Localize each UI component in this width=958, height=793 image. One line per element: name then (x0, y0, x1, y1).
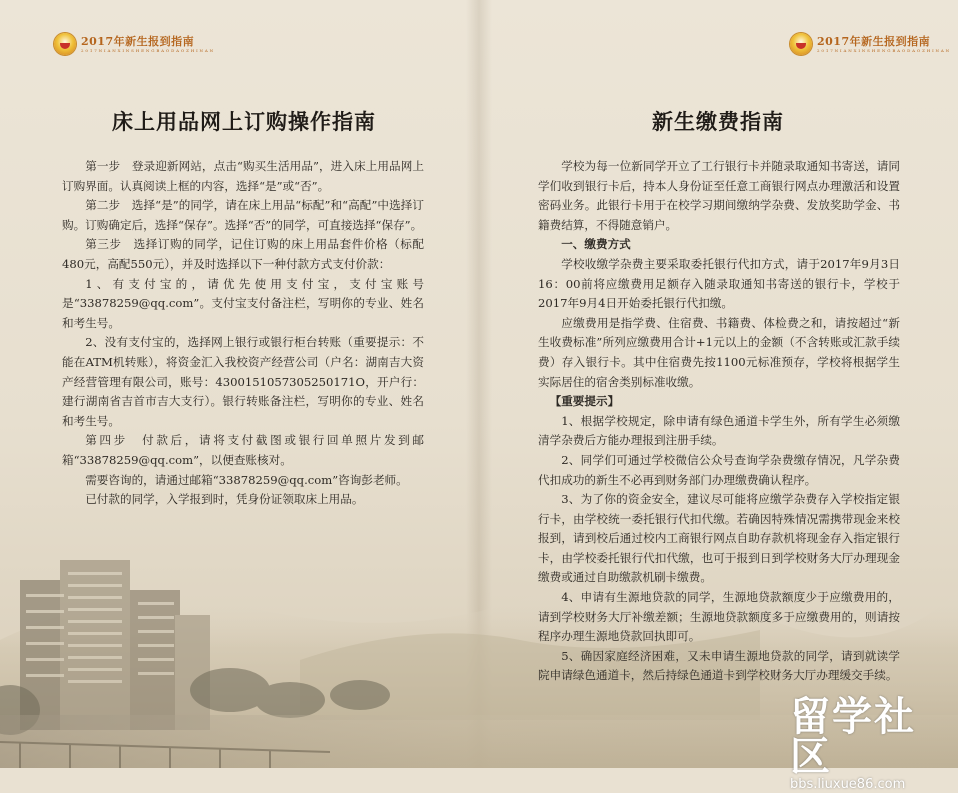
bedding-guide-body (62, 157, 424, 510)
note-item: 4、申请有生源地贷款的同学，生源地贷款额度少于应缴费用的，请到学校财务大厅补缴差额；生源地贷款额度多于应缴费用的，则请按程序办理生源地贷款回执即可。 (538, 590, 900, 644)
alipay-option-paragraph: 1、有支付宝的，请优先使用支付宝，支付宝账号是“33878259@qq.com”。支付宝支付备注栏，写明你的专业、姓名和考生号。 (62, 276, 424, 330)
logo-subtitle: 2 0 1 7 N I A N X I N S H E N G B A O D A O Z H I N A N (817, 47, 950, 53)
intro-paragraph: 学校为每一位新同学开立了工行银行卡并随录取通知书寄送，请同学们收到银行卡后，持本人身份证至任意工商银行网点办理激活和设置密码业务。此银行卡用于在校学习期间缴纳学杂费、发放奖助学金、书籍费结算，不得随意销户。 (538, 159, 900, 232)
school-emblem-icon (790, 33, 812, 55)
payment-method-heading: 一、缴费方式 (561, 237, 631, 252)
watermark-url: bbs.liuxue86.com (790, 777, 906, 792)
logo-subtitle: 2 0 1 7 N I A N X I N S H E N G B A O D A O Z H I N A N (81, 47, 214, 53)
note-item: 3、为了你的资金安全，建议尽可能将应缴学杂费存入学校指定银行卡，由学校统一委托银行代扣代缴。若确因特殊情况需携带现金来校报到，请到校后通过校内工商银行网点自助存款机将现金存入指定银行卡，由学校委托银行代扣代缴，也可于报到日到学校财务大厅办理现金缴费或通过自助缴款机刷卡缴费。 (538, 492, 900, 585)
logo-title: 2017年新生报到指南 (81, 34, 195, 48)
header-logo-left (54, 30, 213, 58)
bedding-guide-title: 床上用品网上订购操作指南 (112, 109, 376, 134)
contact-paragraph: 需要咨询的，请通过邮箱“33878259@qq.com”咨询彭老师。 (85, 472, 408, 487)
payment-guide-body (538, 157, 900, 686)
step-1-paragraph: 第一步 登录迎新网站，点击“购买生活用品”，进入床上用品网上订购界面。认真阅读上框的内容，选择“是”或“否”。 (62, 159, 424, 193)
note-item: 5、确因家庭经济困难，又未申请生源地贷款的同学，请到就读学院申请绿色通道卡，然后持绿色通道卡到学校财务大厅办理缓交手续。 (538, 648, 900, 683)
step-2-paragraph: 第二步 选择“是”的同学，请在床上用品“标配”和“高配”中选择订购。订购确定后，选择“保存”。选择“否”的同学，可直接选择“保存”。 (62, 198, 424, 232)
payment-method-paragraph-1: 学校收缴学杂费主要采取委托银行代扣方式，请于2017年9月3日16：00前将应缴费用足额存入随录取通知书寄送的银行卡，学校于2017年9月4日开始委托银行代扣缴。 (538, 256, 900, 311)
note-item: 1、根据学校规定，除申请有绿色通道卡学生外，所有学生必须缴清学杂费后方能办理报到注册手续。 (538, 413, 900, 448)
header-logo-right (790, 30, 949, 58)
site-watermark (790, 694, 950, 792)
payment-method-paragraph-2: 应缴费用是指学费、住宿费、书籍费、体检费之和，请按超过“新生收费标准”所列应缴费用合计+1元以上的金额（不含转账或汇款手续费）存入银行卡。其中住宿费先按1100元标准预存，学校将根据学生实际居住的宿舍类别标准收缴。 (538, 315, 900, 389)
watermark-text: 留学社区 (790, 694, 916, 780)
bank-transfer-paragraph: 2、没有支付宝的，选择网上银行或银行柜台转账（重要提示：不能在ATM机转账），将资金汇入我校资产经营公司（户名：湖南吉大资产经营管理有限公司，账号：4300151057305250171O，开户行：建行湖南省吉首市吉大支行）。银行转账备注栏，写明你的专业、姓名和考生号。 (62, 335, 424, 428)
school-emblem-icon (54, 33, 76, 55)
logo-title: 2017年新生报到指南 (817, 34, 931, 48)
pickup-paragraph: 已付款的同学，入学报到时，凭身份证领取床上用品。 (85, 492, 364, 507)
step-3-paragraph: 第三步 选择订购的同学，记住订购的床上用品套件价格（标配480元，高配550元），并及时选择以下一种付款方式支付价款： (62, 237, 424, 271)
step-4-paragraph: 第四步 付款后，请将支付截图或银行回单照片发到邮箱“33878259@qq.com”，以便查账核对。 (62, 433, 424, 467)
campus-building (20, 560, 210, 730)
note-item: 2、同学们可通过学校微信公众号查询学杂费缴存情况，凡学杂费代扣成功的新生不必再到财务部门办理缴费确认程序。 (538, 452, 900, 487)
important-notes-heading: 【重要提示】 (549, 394, 620, 409)
payment-guide-title: 新生缴费指南 (652, 109, 784, 134)
